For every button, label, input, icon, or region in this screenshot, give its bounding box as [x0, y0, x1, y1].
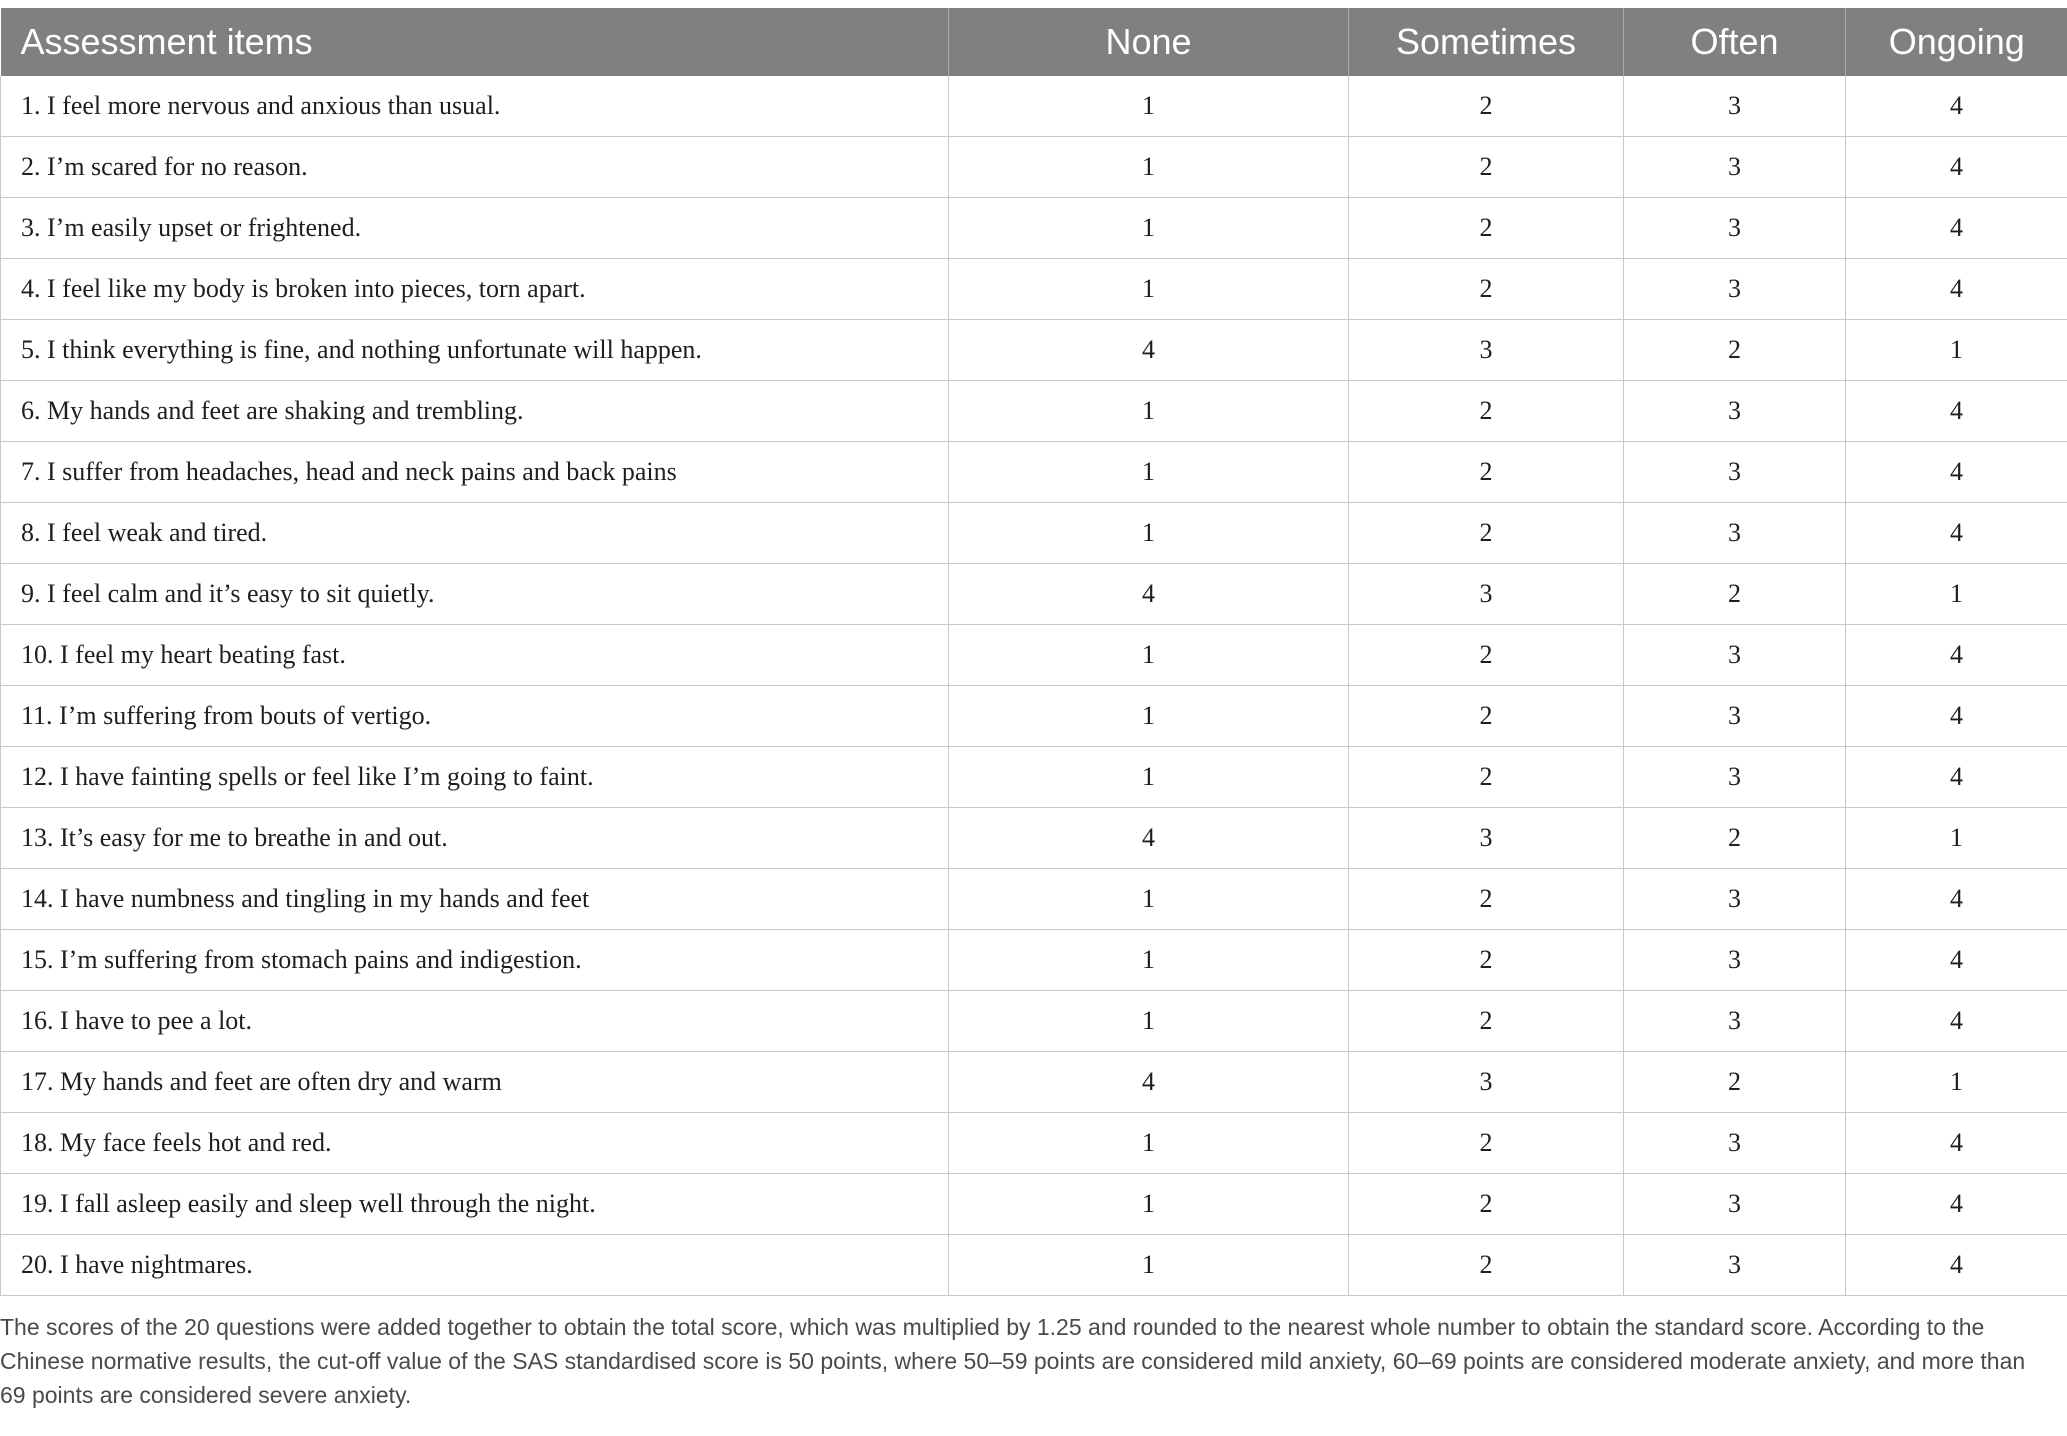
cell-sometimes: 2: [1349, 991, 1624, 1052]
table-row: [1, 1113, 2067, 1174]
cell-none: 4: [949, 808, 1349, 869]
cell-often: 3: [1624, 442, 1846, 503]
cell-none: 1: [949, 747, 1349, 808]
table-header: [1, 8, 2067, 76]
table-footnote: The scores of the 20 questions were added together to obtain the total score, which was multiplied by 1.25 and rounded to the nearest whole number to obtain the standard score. According to the Chinese normative results, the cut-off value of the SAS standardised score is 50 points, where 50–59 points are considered mild anxiety, 60–69 points are considered moderate anxiety, and more than 69 points are considered severe anxiety.: [0, 1314, 2026, 1408]
cell-sometimes: 2: [1349, 1174, 1624, 1235]
header-row: [1, 8, 2067, 76]
table-row: [1, 991, 2067, 1052]
cell-none: 1: [949, 137, 1349, 198]
cell-sometimes: 2: [1349, 930, 1624, 991]
cell-item: 7. I suffer from headaches, head and neck pains and back pains: [1, 442, 949, 503]
cell-item: 6. My hands and feet are shaking and trembling.: [1, 381, 949, 442]
cell-often: 3: [1624, 625, 1846, 686]
table-row: [1, 137, 2067, 198]
header-sometimes: Sometimes: [1349, 8, 1624, 76]
cell-often: 3: [1624, 747, 1846, 808]
table-row: [1, 930, 2067, 991]
cell-none: 1: [949, 869, 1349, 930]
table-row: [1, 320, 2067, 381]
cell-ongoing: 4: [1846, 442, 2067, 503]
cell-often: 2: [1624, 808, 1846, 869]
cell-none: 4: [949, 320, 1349, 381]
header-assessment-items: Assessment items: [1, 8, 949, 76]
cell-item: 20. I have nightmares.: [1, 1235, 949, 1296]
cell-none: 1: [949, 442, 1349, 503]
cell-ongoing: 4: [1846, 503, 2067, 564]
assessment-table: [0, 8, 2067, 1296]
cell-often: 2: [1624, 564, 1846, 625]
cell-sometimes: 2: [1349, 625, 1624, 686]
cell-often: 2: [1624, 320, 1846, 381]
cell-often: 3: [1624, 1174, 1846, 1235]
cell-none: 1: [949, 686, 1349, 747]
cell-item: 2. I’m scared for no reason.: [1, 137, 949, 198]
cell-ongoing: 4: [1846, 991, 2067, 1052]
cell-often: 3: [1624, 869, 1846, 930]
cell-sometimes: 2: [1349, 198, 1624, 259]
header-none: None: [949, 8, 1349, 76]
cell-none: 1: [949, 381, 1349, 442]
cell-ongoing: 1: [1846, 564, 2067, 625]
cell-sometimes: 2: [1349, 137, 1624, 198]
cell-ongoing: 1: [1846, 808, 2067, 869]
cell-often: 3: [1624, 1235, 1846, 1296]
cell-sometimes: 3: [1349, 320, 1624, 381]
cell-item: 10. I feel my heart beating fast.: [1, 625, 949, 686]
cell-item: 13. It’s easy for me to breathe in and out.: [1, 808, 949, 869]
cell-ongoing: 4: [1846, 625, 2067, 686]
cell-sometimes: 2: [1349, 259, 1624, 320]
cell-item: 1. I feel more nervous and anxious than usual.: [1, 76, 949, 137]
cell-sometimes: 2: [1349, 1113, 1624, 1174]
table-row: [1, 503, 2067, 564]
table-row: [1, 198, 2067, 259]
cell-none: 1: [949, 930, 1349, 991]
cell-item: 5. I think everything is fine, and nothing unfortunate will happen.: [1, 320, 949, 381]
cell-none: 1: [949, 1113, 1349, 1174]
table-row: [1, 259, 2067, 320]
cell-sometimes: 2: [1349, 747, 1624, 808]
cell-item: 18. My face feels hot and red.: [1, 1113, 949, 1174]
cell-none: 1: [949, 76, 1349, 137]
cell-none: 4: [949, 564, 1349, 625]
cell-item: 16. I have to pee a lot.: [1, 991, 949, 1052]
cell-ongoing: 4: [1846, 930, 2067, 991]
cell-sometimes: 3: [1349, 564, 1624, 625]
cell-ongoing: 4: [1846, 747, 2067, 808]
cell-sometimes: 2: [1349, 1235, 1624, 1296]
cell-ongoing: 1: [1846, 320, 2067, 381]
cell-ongoing: 4: [1846, 869, 2067, 930]
cell-none: 1: [949, 991, 1349, 1052]
table-row: [1, 747, 2067, 808]
cell-item: 11. I’m suffering from bouts of vertigo.: [1, 686, 949, 747]
cell-sometimes: 2: [1349, 686, 1624, 747]
cell-often: 3: [1624, 503, 1846, 564]
cell-sometimes: 2: [1349, 76, 1624, 137]
cell-item: 4. I feel like my body is broken into pieces, torn apart.: [1, 259, 949, 320]
cell-ongoing: 4: [1846, 259, 2067, 320]
cell-none: 1: [949, 1174, 1349, 1235]
header-often: Often: [1624, 8, 1846, 76]
cell-ongoing: 4: [1846, 76, 2067, 137]
cell-none: 1: [949, 1235, 1349, 1296]
table-row: [1, 625, 2067, 686]
cell-item: 19. I fall asleep easily and sleep well through the night.: [1, 1174, 949, 1235]
table-row: [1, 808, 2067, 869]
assessment-table-container: [0, 8, 2067, 1296]
cell-item: 17. My hands and feet are often dry and warm: [1, 1052, 949, 1113]
cell-ongoing: 4: [1846, 1235, 2067, 1296]
cell-sometimes: 2: [1349, 503, 1624, 564]
cell-often: 3: [1624, 198, 1846, 259]
cell-none: 1: [949, 259, 1349, 320]
table-row: [1, 869, 2067, 930]
cell-item: 12. I have fainting spells or feel like I’m going to faint.: [1, 747, 949, 808]
cell-often: 3: [1624, 259, 1846, 320]
cell-item: 15. I’m suffering from stomach pains and indigestion.: [1, 930, 949, 991]
cell-often: 3: [1624, 686, 1846, 747]
cell-often: 3: [1624, 137, 1846, 198]
cell-ongoing: 4: [1846, 381, 2067, 442]
cell-sometimes: 3: [1349, 808, 1624, 869]
cell-none: 1: [949, 198, 1349, 259]
cell-item: 9. I feel calm and it’s easy to sit quietly.: [1, 564, 949, 625]
table-row: [1, 381, 2067, 442]
cell-ongoing: 4: [1846, 1113, 2067, 1174]
table-row: [1, 564, 2067, 625]
cell-sometimes: 2: [1349, 442, 1624, 503]
table-row: [1, 442, 2067, 503]
header-ongoing: Ongoing: [1846, 8, 2067, 76]
cell-ongoing: 4: [1846, 686, 2067, 747]
table-row: [1, 76, 2067, 137]
cell-often: 3: [1624, 76, 1846, 137]
cell-often: 3: [1624, 1113, 1846, 1174]
table-row: [1, 686, 2067, 747]
table-row: [1, 1052, 2067, 1113]
cell-sometimes: 2: [1349, 381, 1624, 442]
cell-sometimes: 3: [1349, 1052, 1624, 1113]
table-row: [1, 1174, 2067, 1235]
cell-none: 4: [949, 1052, 1349, 1113]
table-body: [1, 76, 2067, 1296]
table-row: [1, 1235, 2067, 1296]
cell-often: 3: [1624, 930, 1846, 991]
cell-item: 3. I’m easily upset or frightened.: [1, 198, 949, 259]
cell-item: 8. I feel weak and tired.: [1, 503, 949, 564]
cell-item: 14. I have numbness and tingling in my hands and feet: [1, 869, 949, 930]
cell-often: 3: [1624, 991, 1846, 1052]
cell-none: 1: [949, 503, 1349, 564]
cell-often: 3: [1624, 381, 1846, 442]
cell-ongoing: 1: [1846, 1052, 2067, 1113]
cell-none: 1: [949, 625, 1349, 686]
cell-ongoing: 4: [1846, 137, 2067, 198]
cell-often: 2: [1624, 1052, 1846, 1113]
cell-sometimes: 2: [1349, 869, 1624, 930]
cell-ongoing: 4: [1846, 198, 2067, 259]
cell-ongoing: 4: [1846, 1174, 2067, 1235]
